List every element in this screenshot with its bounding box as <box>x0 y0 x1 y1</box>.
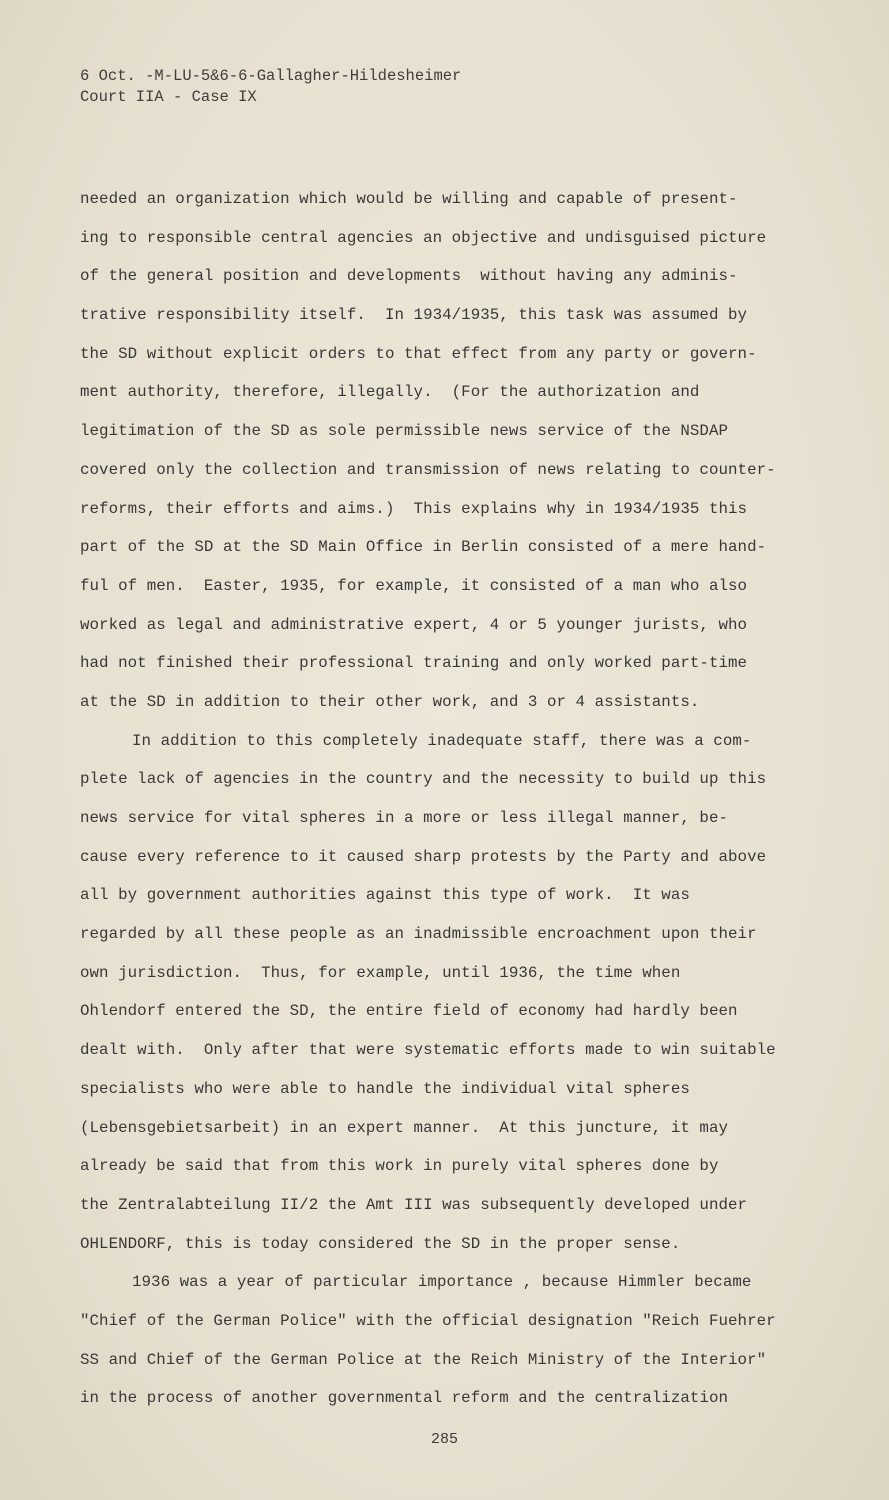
text-line: the SD without explicit orders to that effect from any party or govern- <box>80 344 757 363</box>
text-line: covered only the collection and transmission of news relating to counter- <box>80 460 776 479</box>
text-line: ful of men. Easter, 1935, for example, it consisted of a man who also <box>80 576 748 595</box>
text-line: regarded by all these people as an inadmissible encroachment upon their <box>80 925 757 944</box>
text-line: ing to responsible central agencies an objective and undisguised picture <box>80 228 767 247</box>
text-line: own jurisdiction. Thus, for example, until 1936, the time when <box>80 963 681 982</box>
page-number: 285 <box>430 1431 458 1448</box>
text-line: news service for vital spheres in a more or less illegal manner, be- <box>80 809 729 827</box>
text-line: Ohlendorf entered the SD, the entire field of economy had hardly been <box>80 1002 738 1021</box>
text-line: (Lebensgebietsarbeit) in an expert manner. At this juncture, it may <box>80 1118 729 1137</box>
text-line: of the general position and developments without having any adminis- <box>80 267 738 286</box>
header-line-2: Court IIA - Case IX <box>80 88 257 106</box>
text-line: plete lack of agencies in the country and the necessity to build up this <box>80 770 767 789</box>
text-line: at the SD in addition to their other work, and 3 or 4 assistants. <box>80 692 700 711</box>
text-line: part of the SD at the SD Main Office in Berlin consisted of a mere hand- <box>80 538 767 557</box>
text-line: SS and Chief of the German Police at the Reich Ministry of the Interior" <box>80 1350 767 1369</box>
body-text <box>80 187 800 1425</box>
paragraph-start-line: In addition to this completely inadequate staff, there was a com- <box>132 731 752 750</box>
header-line-1: 6 Oct. -M-LU-5&6-6-Gallagher-Hildesheimer <box>80 67 462 85</box>
text-line: "Chief of the German Police" with the official designation "Reich Fuehrer <box>80 1311 776 1330</box>
text-line: specialists who were able to handle the individual vital spheres <box>80 1079 690 1098</box>
text-line: legitimation of the SD as sole permissible news service of the NSDAP <box>80 422 729 441</box>
text-line: all by government authorities against this type of work. It was <box>80 886 690 905</box>
text-line: the Zentralabteilung II/2 the Amt III was subsequently developed under <box>80 1195 748 1214</box>
text-line: trative responsibility itself. In 1934/1935, this task was assumed by <box>80 306 748 325</box>
paragraph-start-line: 1936 was a year of particular importance , because Himmler became <box>132 1273 752 1292</box>
text-line: had not finished their professional training and only worked part-time <box>80 654 748 673</box>
text-line: reforms, their efforts and aims.) This explains why in 1934/1935 this <box>80 499 748 518</box>
text-line: cause every reference to it caused sharp protests by the Party and above <box>80 847 767 866</box>
text-line: needed an organization which would be willing and capable of present- <box>80 190 738 208</box>
text-line: dealt with. Only after that were systematic efforts made to win suitable <box>80 1041 776 1060</box>
document-header <box>80 66 461 108</box>
text-line: ment authority, therefore, illegally. (For the authorization and <box>80 383 700 402</box>
text-line: already be said that from this work in purely vital spheres done by <box>80 1157 719 1176</box>
text-line: in the process of another governmental reform and the centralization <box>80 1389 729 1408</box>
text-line: OHLENDORF, this is today considered the SD in the proper sense. <box>80 1234 681 1253</box>
text-line: worked as legal and administrative expert, 4 or 5 younger jurists, who <box>80 615 748 634</box>
